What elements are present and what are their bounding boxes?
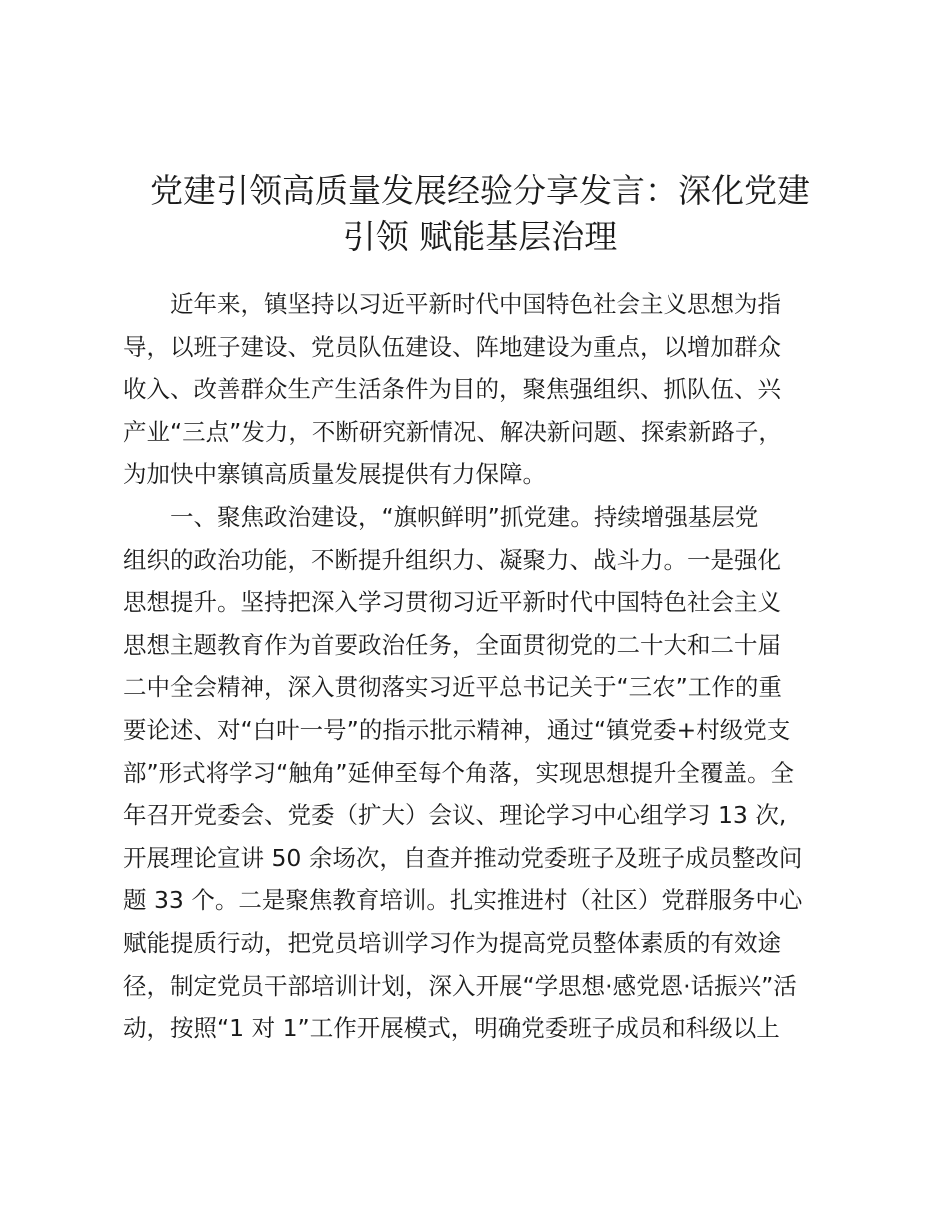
body-line: 二中全会精神，深入贯彻落实习近平总书记关于“三农”工作的重 [123, 673, 782, 702]
body-line: 思想主题教育作为首要政治任务，全面贯彻党的二十大和二十届 [123, 630, 781, 659]
title-line-1: 党建引领高质量发展经验分享发言：深化党建 [150, 171, 810, 210]
body-line: 动，按照“1 对 1”工作开展模式，明确党委班子成员和科级以上 [123, 1014, 780, 1043]
body-line: 思想提升。坚持把深入学习贯彻习近平新时代中国特色社会主义 [123, 588, 781, 617]
body-line: 组织的政治功能，不断提升组织力、凝聚力、战斗力。一是强化 [123, 545, 781, 574]
body-line: 年召开党委会、党委（扩大）会议、理论学习中心组学习 13 次, [123, 801, 787, 830]
body-line: 部”形式将学习“触角”延伸至每个角落，实现思想提升全覆盖。全 [123, 758, 795, 787]
document-body [123, 283, 843, 1050]
body-line: 为加快中寨镇高质量发展提供有力保障。 [123, 460, 546, 489]
body-line: 题 33 个。二是聚焦教育培训。扎实推进村（社区）党群服务中心 [123, 886, 803, 915]
body-line: 开展理论宣讲 50 余场次，自查并推动党委班子及班子成员整改问 [123, 843, 803, 872]
body-line: 要论述、对“白叶一号”的指示批示精神，通过“镇党委+村级党支 [123, 715, 791, 744]
body-line: 近年来，镇坚持以习近平新时代中国特色社会主义思想为指 [123, 290, 781, 318]
body-line: 收入、改善群众生产生活条件为目的，聚焦强组织、抓队伍、兴 [123, 375, 781, 404]
body-line: 产业“三点”发力，不断研究新情况、解决新问题、探索新路子， [123, 417, 782, 446]
body-line: 径，制定党员干部培训计划，深入开展“学思想·感党恩·话振兴”活 [123, 971, 797, 1000]
document-title [120, 168, 840, 260]
body-line: 导，以班子建设、党员队伍建设、阵地建设为重点，以增加群众 [123, 332, 781, 361]
body-line: 赋能提质行动，把党员培训学习作为提高党员整体素质的有效途 [123, 928, 781, 957]
title-line-2: 引领 赋能基层治理 [342, 217, 618, 256]
body-line: 一、聚焦政治建设，“旗帜鲜明”抓党建。持续增强基层党 [123, 502, 759, 531]
